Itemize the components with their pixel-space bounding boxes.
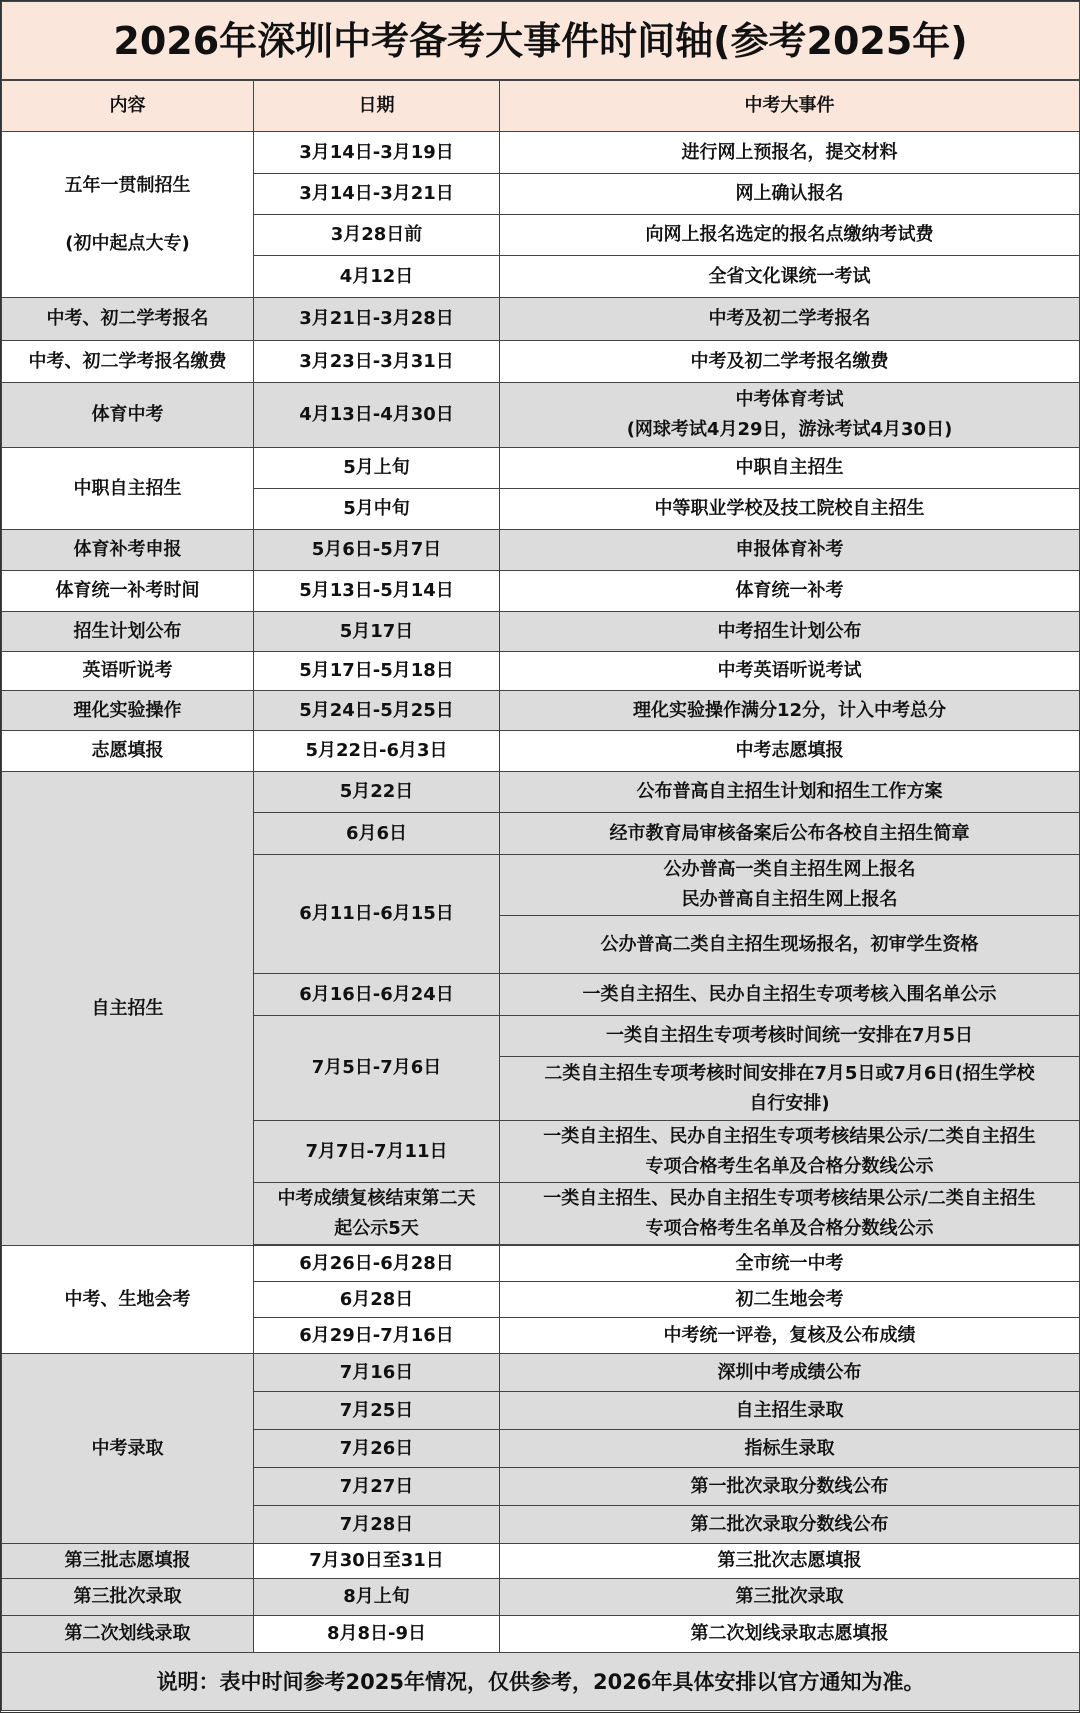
- event-cell: 中考及初二学考报名: [500, 298, 1080, 341]
- date-cell: 3月23日-3月31日: [254, 341, 500, 383]
- event-cell: 全市统一中考: [500, 1246, 1080, 1282]
- event-cell: 公布普高自主招生计划和招生工作方案: [500, 772, 1080, 813]
- event-cell: 公办普高二类自主招生现场报名，初审学生资格: [500, 916, 1080, 974]
- table-row: [2, 448, 1080, 489]
- date-cell: 5月22日: [254, 772, 500, 813]
- event-cell: 第三批次录取: [500, 1579, 1080, 1616]
- table-row: [2, 612, 1080, 652]
- row-label: 体育补考申报: [2, 530, 254, 571]
- table-row: [2, 772, 1080, 813]
- event-cell: 全省文化课统一考试: [500, 256, 1080, 298]
- date-cell: 6月16日-6月24日: [254, 974, 500, 1016]
- row-label-zhongkao: 中考、生地会考: [2, 1246, 254, 1354]
- event-cell: 中等职业学校及技工院校自主招生: [500, 489, 1080, 530]
- date-cell: 6月29日-7月16日: [254, 1318, 500, 1354]
- event-cell: 中考英语听说考试: [500, 652, 1080, 691]
- date-cell: 7月30日至31日: [254, 1544, 500, 1579]
- row-label: 英语听说考: [2, 652, 254, 691]
- timeline-table: [1, 1, 1080, 1711]
- date-cell: 7月26日: [254, 1430, 500, 1468]
- event-cell: 理化实验操作满分12分，计入中考总分: [500, 691, 1080, 731]
- row-label: 志愿填报: [2, 731, 254, 772]
- date-cell: 3月21日-3月28日: [254, 298, 500, 341]
- row-label: 体育统一补考时间: [2, 571, 254, 612]
- date-cell: 6月6日: [254, 813, 500, 855]
- event-cell: 中考及初二学考报名缴费: [500, 341, 1080, 383]
- date-cell: 5月13日-5月14日: [254, 571, 500, 612]
- header-date: 日期: [254, 80, 500, 132]
- event-cell: 网上确认报名: [500, 174, 1080, 215]
- event-cell: 中考志愿填报: [500, 731, 1080, 772]
- date-cell: 5月6日-5月7日: [254, 530, 500, 571]
- event-cell: 二类自主招生专项考核时间安排在7月5日或7月6日(招生学校 自行安排): [500, 1057, 1080, 1121]
- event-cell: 一类自主招生专项考核时间统一安排在7月5日: [500, 1016, 1080, 1057]
- table-row: [2, 298, 1080, 341]
- table-row: [2, 1544, 1080, 1579]
- date-cell: 5月上旬: [254, 448, 500, 489]
- row-label: 招生计划公布: [2, 612, 254, 652]
- table-row: [2, 383, 1080, 448]
- event-cell: 经市教育局审核备案后公布各校自主招生简章: [500, 813, 1080, 855]
- row-label: 第三批次录取: [2, 1579, 254, 1616]
- event-cell: 中职自主招生: [500, 448, 1080, 489]
- date-cell: 7月5日-7月6日: [254, 1016, 500, 1121]
- row-label-zizhu: 自主招生: [2, 772, 254, 1246]
- row-label-zhongzhi: 中职自主招生: [2, 448, 254, 530]
- date-cell: 3月28日前: [254, 215, 500, 256]
- event-cell: 第二次划线录取志愿填报: [500, 1616, 1080, 1653]
- event-cell: 向网上报名选定的报名点缴纳考试费: [500, 215, 1080, 256]
- event-cell: 中考统一评卷，复核及公布成绩: [500, 1318, 1080, 1354]
- table-row: [2, 1579, 1080, 1616]
- date-cell: 7月7日-7月11日: [254, 1121, 500, 1183]
- date-cell: 5月17日: [254, 612, 500, 652]
- table-row: [2, 691, 1080, 731]
- event-cell: 深圳中考成绩公布: [500, 1354, 1080, 1392]
- table-row: [2, 341, 1080, 383]
- event-cell: 一类自主招生、民办自主招生专项考核结果公示/二类自主招生 专项合格考生名单及合格分数线公示: [500, 1121, 1080, 1183]
- row-label-wuyi: 五年一贯制招生 (初中起点大专): [2, 132, 254, 298]
- date-cell: 3月14日-3月21日: [254, 174, 500, 215]
- date-cell: 中考成绩复核结束第二天 起公示5天: [254, 1183, 500, 1245]
- date-cell: 7月28日: [254, 1506, 500, 1544]
- row-label: 体育中考: [2, 383, 254, 448]
- table-row: [2, 731, 1080, 772]
- date-cell: 8月8日-9日: [254, 1616, 500, 1653]
- date-cell: 6月26日-6月28日: [254, 1246, 500, 1282]
- table-row: [2, 132, 1080, 174]
- date-cell: 7月16日: [254, 1354, 500, 1392]
- event-cell: 第二批次录取分数线公布: [500, 1506, 1080, 1544]
- event-cell: 体育统一补考: [500, 571, 1080, 612]
- date-cell: 5月24日-5月25日: [254, 691, 500, 731]
- event-cell: 指标生录取: [500, 1430, 1080, 1468]
- event-cell: 一类自主招生、民办自主招生专项考核结果公示/二类自主招生 专项合格考生名单及合格分数线公示: [500, 1183, 1080, 1245]
- table-row: [2, 571, 1080, 612]
- date-cell: 5月中旬: [254, 489, 500, 530]
- event-cell: 自主招生录取: [500, 1392, 1080, 1430]
- event-cell: 第三批次志愿填报: [500, 1544, 1080, 1579]
- header-event: 中考大事件: [500, 80, 1080, 132]
- header-content: 内容: [2, 80, 254, 132]
- table-row: [2, 1354, 1080, 1392]
- event-cell: 第一批次录取分数线公布: [500, 1468, 1080, 1506]
- date-cell: 4月12日: [254, 256, 500, 298]
- page-title: 2026年深圳中考备考大事件时间轴(参考2025年): [2, 2, 1080, 81]
- event-cell: 一类自主招生、民办自主招生专项考核入围名单公示: [500, 974, 1080, 1016]
- row-label-luqu: 中考录取: [2, 1354, 254, 1544]
- date-cell: 4月13日-4月30日: [254, 383, 500, 448]
- table-row: [2, 1246, 1080, 1282]
- event-cell: 进行网上预报名，提交材料: [500, 132, 1080, 174]
- row-label: 第三批志愿填报: [2, 1544, 254, 1579]
- row-label: 中考、初二学考报名缴费: [2, 341, 254, 383]
- date-cell: 3月14日-3月19日: [254, 132, 500, 174]
- footnote: 说明：表中时间参考2025年情况，仅供参考，2026年具体安排以官方通知为准。: [2, 1653, 1080, 1711]
- date-cell: 6月11日-6月15日: [254, 855, 500, 974]
- event-cell: 申报体育补考: [500, 530, 1080, 571]
- row-label: 理化实验操作: [2, 691, 254, 731]
- event-cell: 初二生地会考: [500, 1282, 1080, 1318]
- date-cell: 7月27日: [254, 1468, 500, 1506]
- date-cell: 5月17日-5月18日: [254, 652, 500, 691]
- row-label: 中考、初二学考报名: [2, 298, 254, 341]
- table-row: [2, 1616, 1080, 1653]
- event-cell: 公办普高一类自主招生网上报名 民办普高自主招生网上报名: [500, 855, 1080, 916]
- date-cell: 8月上旬: [254, 1579, 500, 1616]
- date-cell: 5月22日-6月3日: [254, 731, 500, 772]
- date-cell: 7月25日: [254, 1392, 500, 1430]
- event-cell: 中考招生计划公布: [500, 612, 1080, 652]
- row-label: 第二次划线录取: [2, 1616, 254, 1653]
- date-cell: 6月28日: [254, 1282, 500, 1318]
- event-cell: 中考体育考试 (网球考试4月29日，游泳考试4月30日): [500, 383, 1080, 448]
- table-row: [2, 530, 1080, 571]
- table-row: [2, 652, 1080, 691]
